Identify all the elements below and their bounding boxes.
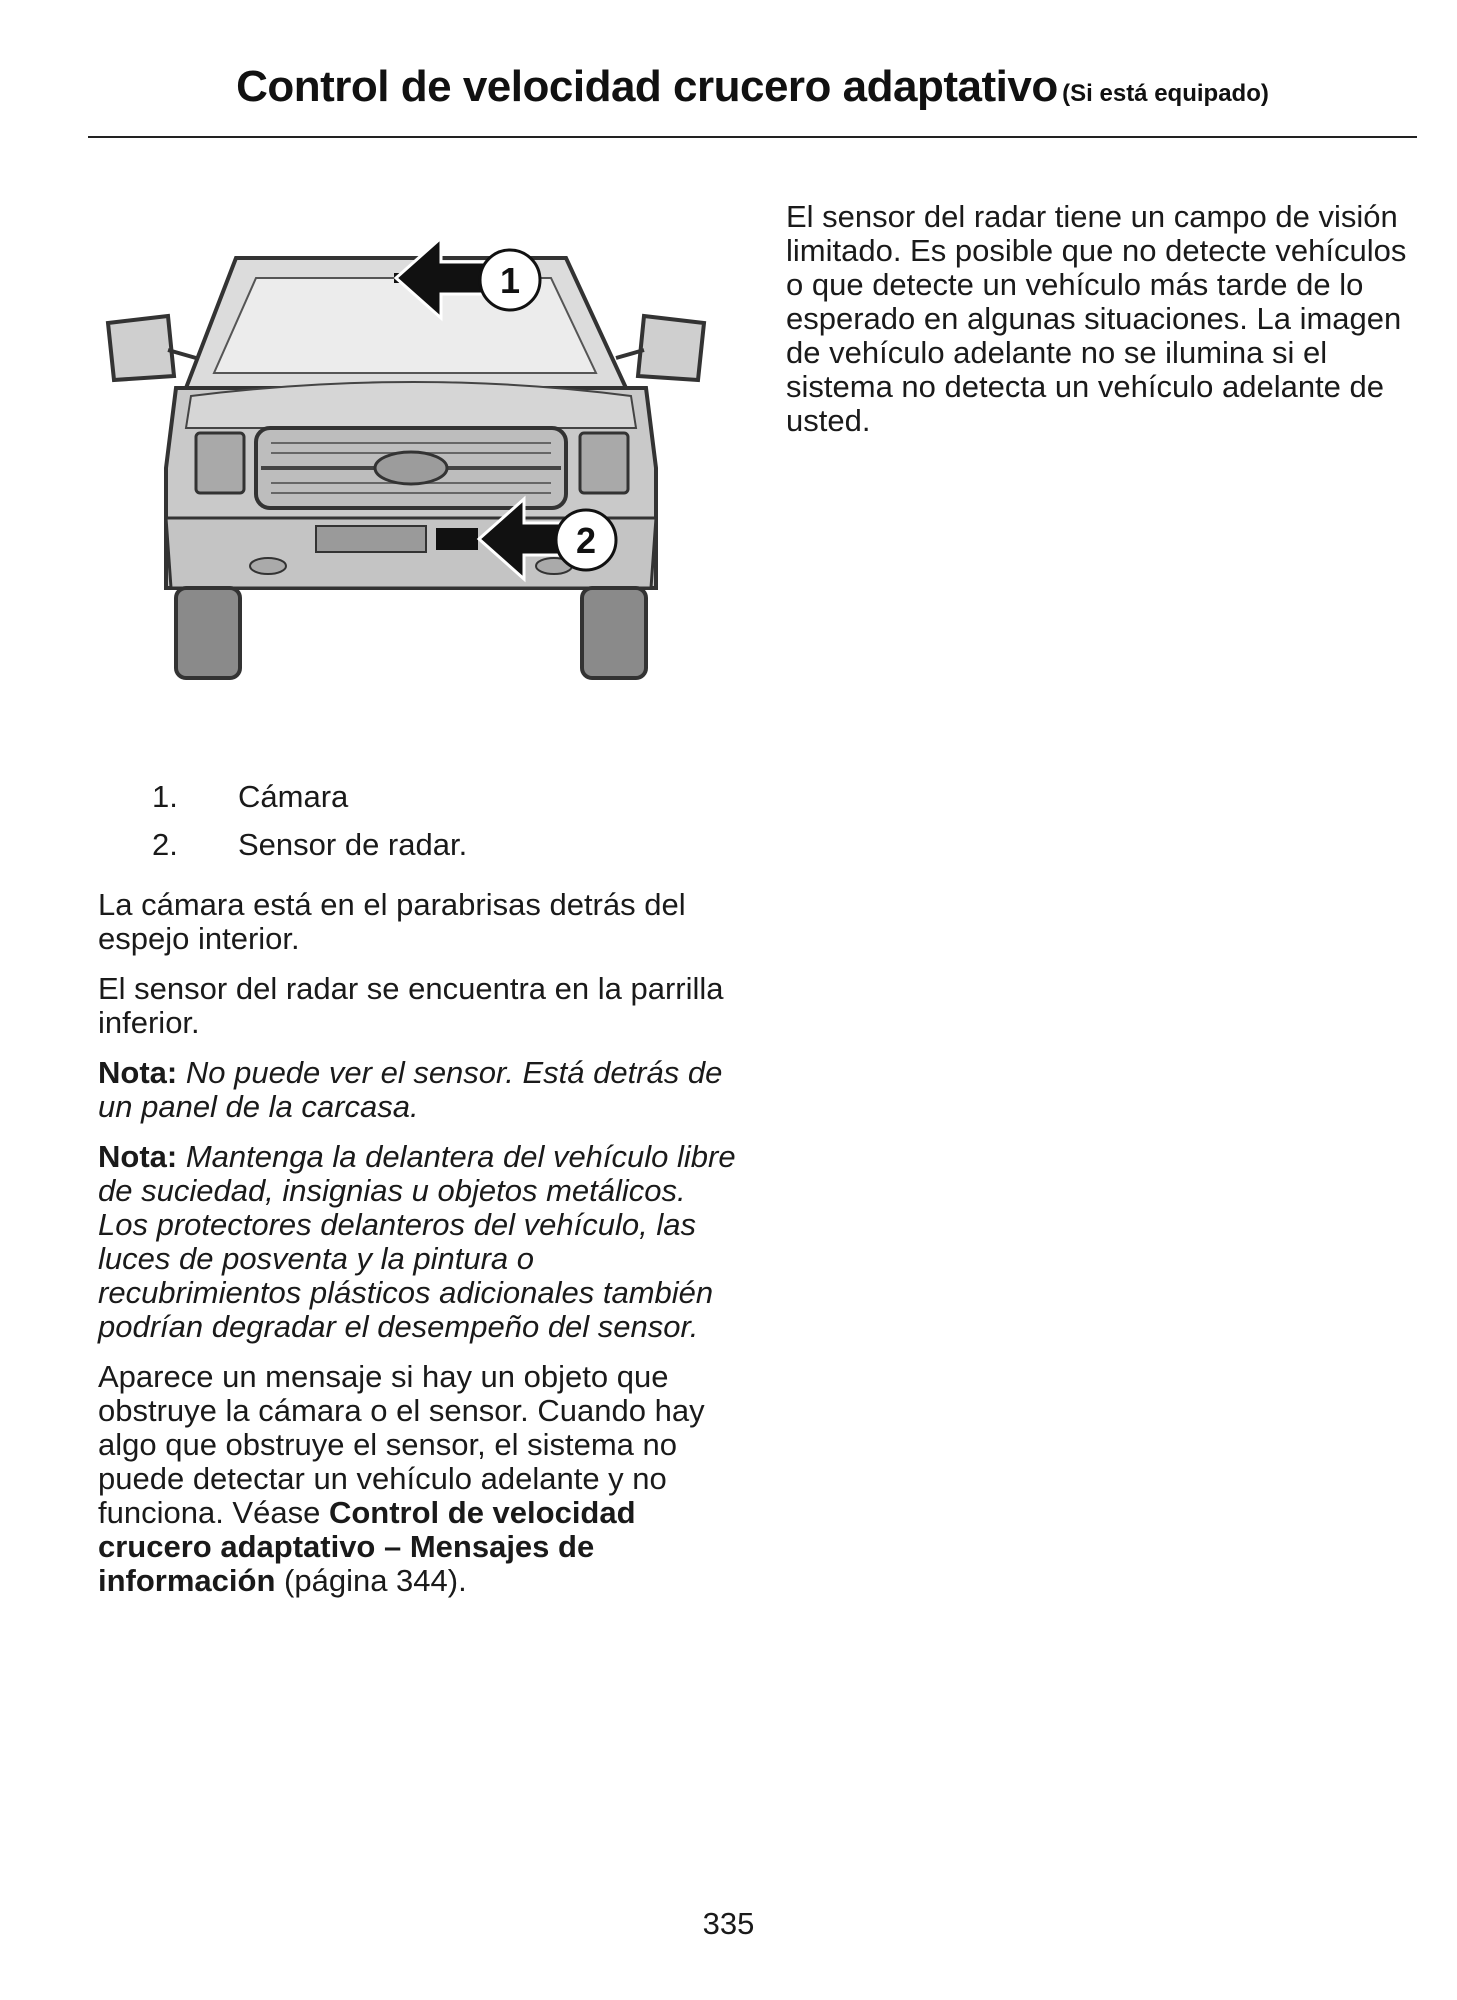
cross-reference-link[interactable]: Control de velocidad crucero adaptativo – Mensajes de información bbox=[98, 1495, 636, 1598]
legend-number: 1. bbox=[152, 779, 178, 814]
obstruction-message-paragraph bbox=[98, 1360, 738, 1598]
legend-label: Sensor de radar. bbox=[238, 827, 468, 862]
note-paragraph bbox=[98, 1140, 738, 1344]
message-text: Aparece un mensaje si hay un objeto que obstruye la cámara o el sensor. Cuando hay algo que obstruye el sensor, el sistema no puede detectar un vehículo adelante y no funciona. Véase bbox=[98, 1359, 705, 1530]
camera-location-paragraph: La cámara está en el parabrisas detrás del espejo interior. bbox=[98, 887, 686, 956]
page-number: 335 bbox=[702, 1906, 755, 1941]
truck-front-illustration bbox=[96, 228, 736, 698]
legend-item bbox=[98, 780, 738, 814]
radar-location-paragraph: El sensor del radar se encuentra en la parrilla inferior. bbox=[98, 971, 724, 1040]
page-title: Control de velocidad crucero adaptativo bbox=[236, 62, 1058, 111]
callout-1: 1 bbox=[499, 260, 521, 301]
figure-legend bbox=[98, 780, 738, 862]
left-column bbox=[98, 780, 738, 1614]
legend-item bbox=[98, 828, 738, 862]
note-label: Nota: bbox=[98, 1139, 178, 1174]
right-column bbox=[786, 200, 1426, 454]
note-label: Nota: bbox=[98, 1055, 178, 1090]
note-text: No puede ver el sensor. Está detrás de un panel de la carcasa. bbox=[98, 1055, 723, 1124]
page-subtitle: (Si está equipado) bbox=[1062, 80, 1269, 107]
legend-number: 2. bbox=[152, 827, 178, 862]
message-suffix: (página 344). bbox=[275, 1563, 467, 1598]
note-text: Mantenga la delantera del vehículo libre de suciedad, insignias u objetos metálicos. Los protectores delanteros del vehículo, las luces de posventa y la pintura o recubrimientos plásticos adicionales también podrían degradar el desempeño del sensor. bbox=[98, 1139, 736, 1344]
callout-2: 2 bbox=[575, 520, 597, 561]
radar-field-of-view-paragraph: El sensor del radar tiene un campo de visión limitado. Es posible que no detecte vehículos o que detecte un vehículo más tarde de lo esperado en algunas situaciones. La imagen de vehículo adelante no se ilumina si el sistema no detecta un vehículo adelante de usted. bbox=[786, 199, 1407, 438]
legend-label: Cámara bbox=[238, 779, 349, 814]
page-header bbox=[88, 62, 1417, 138]
note-paragraph bbox=[98, 1056, 738, 1124]
